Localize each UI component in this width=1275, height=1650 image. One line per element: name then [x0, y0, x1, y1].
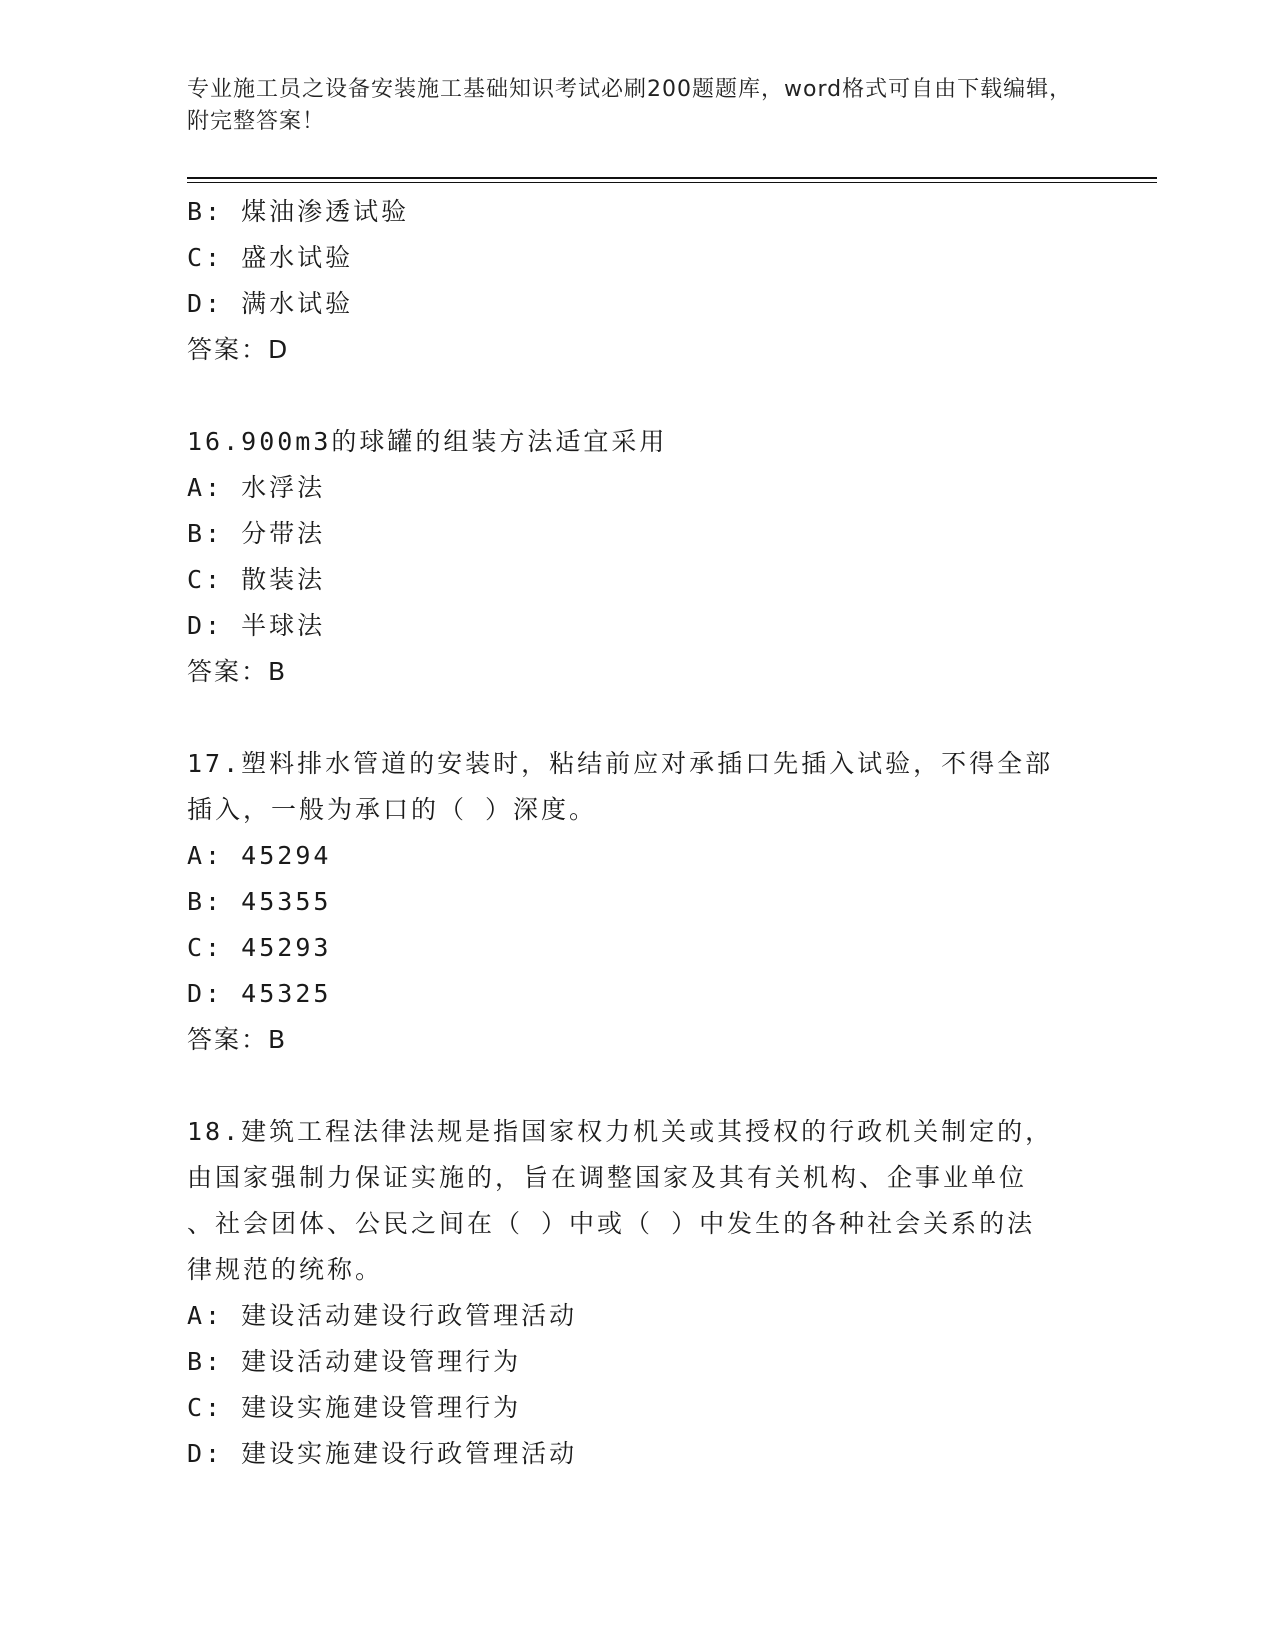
question-15-partial: [187, 189, 1087, 373]
option-text: 满水试验: [241, 289, 354, 318]
option-c: [187, 1385, 1087, 1431]
option-letter: A:: [187, 473, 224, 502]
spacer: [187, 373, 1087, 419]
header-rule-thin: [187, 182, 1157, 183]
option-text: 45294: [241, 841, 332, 870]
option-letter: C:: [187, 565, 224, 594]
option-text: 水浮法: [241, 473, 326, 502]
option-c: [187, 925, 1087, 971]
header-rule-thick: [187, 177, 1157, 179]
option-letter: C:: [187, 933, 224, 962]
option-text: 煤油渗透试验: [241, 197, 410, 226]
option-letter: B:: [187, 887, 224, 916]
question-text: 17.塑料排水管道的安装时，粘结前应对承插口先插入试验，不得全部: [187, 749, 1054, 778]
option-letter: D:: [187, 611, 224, 640]
option-text: 建设活动建设行政管理活动: [241, 1301, 578, 1330]
option-letter: A:: [187, 841, 224, 870]
document-header: 专业施工员之设备安装施工基础知识考试必刷200题题库，word格式可自由下载编辑，附完整答案！: [187, 77, 1073, 134]
option-text: 45355: [241, 887, 332, 916]
option-letter: D:: [187, 289, 224, 318]
option-letter: A:: [187, 1301, 224, 1330]
option-c: [187, 235, 1087, 281]
option-text: 半球法: [241, 611, 326, 640]
option-text: 45325: [241, 979, 332, 1008]
question-text: 插入，一般为承口的（ ）深度。: [187, 795, 598, 824]
question-text: 18.建筑工程法律法规是指国家权力机关或其授权的行政机关制定的，: [187, 1117, 1054, 1146]
option-text: 散装法: [241, 565, 326, 594]
option-d: [187, 603, 1087, 649]
question-17: [187, 741, 1087, 1063]
option-a: [187, 833, 1087, 879]
answer-line: 答案：D: [187, 335, 290, 364]
option-text: 建设活动建设管理行为: [241, 1347, 522, 1376]
option-b: [187, 189, 1087, 235]
option-d: [187, 281, 1087, 327]
option-text: 盛水试验: [241, 243, 354, 272]
option-a: [187, 1293, 1087, 1339]
option-letter: B:: [187, 1347, 224, 1376]
option-letter: C:: [187, 243, 224, 272]
answer-line: 答案：B: [187, 657, 288, 686]
question-text: 由国家强制力保证实施的，旨在调整国家及其有关机构、企事业单位: [187, 1163, 1028, 1192]
question-text: 、社会团体、公民之间在（ ）中或（ ）中发生的各种社会关系的法: [187, 1209, 1036, 1238]
option-text: 45293: [241, 933, 332, 962]
question-18: [187, 1109, 1087, 1477]
option-text: 建设实施建设管理行为: [241, 1393, 522, 1422]
question-content: [187, 189, 1087, 1477]
option-b: [187, 1339, 1087, 1385]
spacer: [187, 695, 1087, 741]
option-letter: D:: [187, 979, 224, 1008]
option-text: 建设实施建设行政管理活动: [241, 1439, 578, 1468]
option-a: [187, 465, 1087, 511]
option-letter: B:: [187, 519, 224, 548]
spacer: [187, 1063, 1087, 1109]
option-d: [187, 1431, 1087, 1477]
question-text: 16.900m3的球罐的组装方法适宜采用: [187, 427, 668, 456]
option-text: 分带法: [241, 519, 326, 548]
option-letter: D:: [187, 1439, 224, 1468]
option-b: [187, 511, 1087, 557]
question-16: [187, 419, 1087, 695]
option-c: [187, 557, 1087, 603]
answer-line: 答案：B: [187, 1025, 288, 1054]
option-b: [187, 879, 1087, 925]
question-text: 律规范的统称。: [187, 1255, 384, 1284]
option-letter: B:: [187, 197, 224, 226]
option-d: [187, 971, 1087, 1017]
option-letter: C:: [187, 1393, 224, 1422]
